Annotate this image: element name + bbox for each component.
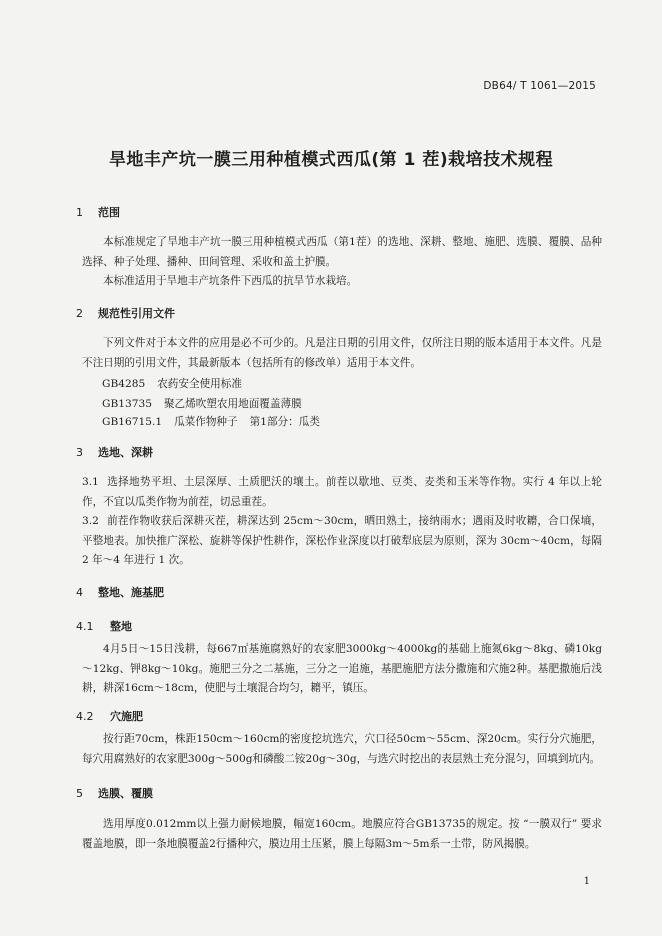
page-number: 1 bbox=[583, 876, 590, 887]
section-1-heading bbox=[76, 204, 120, 220]
reference-name: 聚乙烯吹塑农用地面覆盖薄膜 bbox=[163, 398, 302, 410]
section-1-paragraph-2: 本标准适用于旱地丰产坑条件下西瓜的抗旱节水栽培。 bbox=[103, 275, 358, 287]
section-5-heading bbox=[76, 785, 153, 801]
section-number: 1 bbox=[76, 206, 83, 219]
standard-code: DB64/ T 1061—2015 bbox=[483, 80, 596, 92]
section-4-heading bbox=[76, 584, 164, 600]
reference-item bbox=[102, 376, 242, 391]
section-title: 选地、深耕 bbox=[98, 446, 153, 459]
section-title: 整地、施基肥 bbox=[98, 586, 164, 599]
subsection-4-1-paragraph: 4月5日～15日浅耕，每667㎡基施腐熟好的农家肥3000kg～4000kg的基础上施氮6kg～8kg、磷10kg～12kg、钾8kg～10kg。施肥三分之二基施，三分之一追施，基肥施肥方法分撒施和穴施2种。基肥撒施后浅耕，耕深16cm～18cm，使肥与土壤混合均匀，耱平，镇压。 bbox=[82, 643, 602, 694]
section-2-heading bbox=[76, 305, 175, 321]
clause-3-2 bbox=[82, 512, 602, 571]
clause-number: 3.1 bbox=[82, 476, 99, 488]
clause-text: 前茬作物收获后深耕灭茬，耕深达到 25cm～30cm，晒田熟土，接纳雨水；遇雨及时收耱，合口保墒，平整地表。加快推广深松、旋耕等保护性耕作，深松作业深度以打破犁底层为原则，深为 30cm～40cm，每隔 2 年～4 年进行 1 次。 bbox=[82, 515, 602, 566]
section-title: 选膜、覆膜 bbox=[98, 787, 153, 800]
section-title: 范围 bbox=[98, 206, 120, 219]
reference-item bbox=[102, 414, 320, 429]
section-number: 5 bbox=[76, 787, 83, 800]
reference-name: 农药安全使用标准 bbox=[157, 378, 242, 390]
subsection-title: 穴施肥 bbox=[110, 710, 143, 723]
section-title: 规范性引用文件 bbox=[98, 307, 175, 320]
section-2-paragraph-1: 下列文件对于本文件的应用是必不可少的。凡是注日期的引用文件，仅所注日期的版本适用于本文件。凡是不注日期的引用文件，其最新版本（包括所有的修改单）适用于本文件。 bbox=[82, 337, 602, 369]
reference-name: 瓜菜作物种子 bbox=[174, 416, 238, 428]
reference-item bbox=[102, 396, 302, 411]
clause-3-1 bbox=[82, 473, 602, 512]
reference-code: GB16715.1 bbox=[102, 416, 163, 428]
subsection-title: 整地 bbox=[110, 620, 132, 633]
reference-code: GB13735 bbox=[102, 398, 152, 410]
section-number: 3 bbox=[76, 446, 83, 459]
section-3-heading bbox=[76, 444, 153, 460]
subsection-4-1-heading bbox=[76, 618, 132, 634]
subsection-number: 4.2 bbox=[76, 710, 94, 723]
clause-number: 3.2 bbox=[82, 515, 99, 527]
section-number: 4 bbox=[76, 586, 83, 599]
clause-text: 选择地势平坦、土层深厚、土质肥沃的壤土。前茬以歇地、豆类、麦类和玉米等作物。实行 4 年以上轮作，不宜以瓜类作物为前茬，切忌重茬。 bbox=[82, 476, 602, 508]
document-title: 旱地丰产坑一膜三用种植模式西瓜(第 1 茬)栽培技术规程 bbox=[108, 150, 554, 170]
subsection-4-2-heading bbox=[76, 708, 143, 724]
section-5-paragraph-1: 选用厚度0.012mm以上强力耐候地膜，幅宽160cm。地膜应符合GB13735的规定。按 “一膜双行” 要求覆盖地膜，即一条地膜覆盖2行播种穴，膜边用土压紧，膜上每隔3m～5m系一土带，防风揭膜。 bbox=[82, 818, 602, 850]
reference-part: 第1部分：瓜类 bbox=[249, 416, 320, 428]
reference-code: GB4285 bbox=[102, 378, 146, 390]
section-1-paragraph-1: 本标准规定了旱地丰产坑一膜三用种植模式西瓜（第1茬）的选地、深耕、整地、施肥、选膜、覆膜、品种选择、种子处理、播种、田间管理、采收和盖土护膜。 bbox=[82, 236, 602, 268]
subsection-4-2-paragraph: 按行距70cm，株距150cm～160cm的密度挖坑选穴，穴口径50cm～55cm、深20cm。实行分穴施肥，每穴用腐熟好的农家肥300g～500g和磷酸二铵20g～30g，与选穴时挖出的表层熟土充分混匀，回填到坑内。 bbox=[82, 733, 602, 765]
subsection-number: 4.1 bbox=[76, 620, 94, 633]
section-number: 2 bbox=[76, 307, 83, 320]
